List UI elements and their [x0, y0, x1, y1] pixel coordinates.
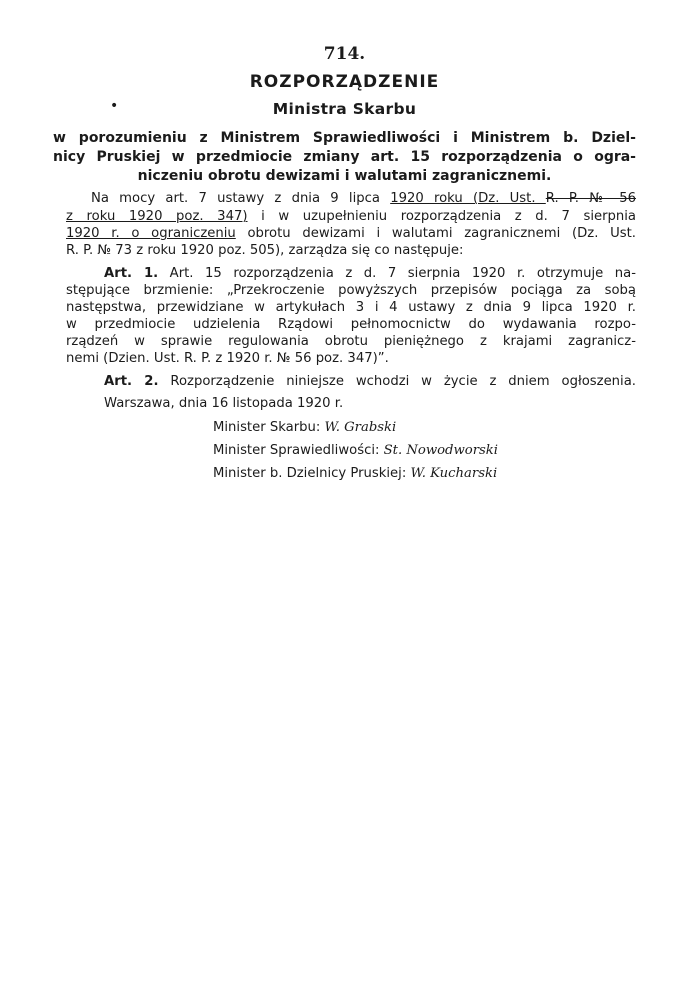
preamble-line — [91, 191, 636, 206]
signature-role: Minister Sprawiedliwości: — [213, 443, 384, 458]
signature-role: Minister b. Dzielnicy Pruskiej: — [213, 466, 411, 481]
underlined-reference: 1920 r. o ograniczeniu — [66, 226, 236, 241]
signature-name: St. Nowodworski — [383, 443, 498, 458]
underlined-reference: 1920 roku (Dz. Ust. — [390, 191, 546, 206]
preamble-text: obrotu dewizami i walutami zagranicznemi (Dz. Ust. — [235, 226, 636, 241]
underlined-reference: z roku 1920 poz. 347) — [66, 209, 248, 224]
signature-name: W. Kucharski — [410, 466, 498, 481]
article-2 — [104, 374, 636, 389]
margin-marker: • — [110, 98, 119, 114]
signature-line — [213, 466, 497, 481]
article-1-label: Art. 1. — [104, 266, 159, 281]
signature-line — [213, 420, 396, 435]
signature-line — [213, 443, 498, 458]
preamble-text: Na mocy art. 7 ustawy z dnia 9 lipca — [91, 191, 391, 206]
description-line: w porozumieniu z Ministrem Sprawiedliwości i Ministrem b. Dziel- — [53, 130, 636, 146]
preamble-line: R. P. № 73 z roku 1920 poz. 505), zarządza się co następuje: — [66, 243, 464, 258]
ordinance-subtitle: Ministra Skarbu — [272, 100, 417, 118]
ordinance-number: 714. — [323, 44, 366, 64]
article-1-line: nemi (Dzien. Ust. R. P. z 1920 r. № 56 poz. 347)”. — [66, 351, 389, 366]
date-line: Warszawa, dnia 16 listopada 1920 r. — [104, 396, 344, 411]
preamble-text: i w uzupełnieniu rozporządzenia z d. 7 sierpnia — [247, 209, 636, 224]
article-1-text: Art. 15 rozporządzenia z d. 7 sierpnia 1920 r. otrzymuje na- — [169, 266, 636, 281]
article-2-text: Rozporządzenie niniejsze wchodzi w życie z dniem ogłoszenia. — [170, 374, 636, 389]
article-1-line: w przedmiocie udzielenia Rządowi pełnomocnictw do wydawania rozpo- — [66, 317, 636, 332]
preamble-line — [66, 209, 636, 224]
preamble-line — [66, 226, 636, 241]
article-1-first-line — [104, 266, 636, 281]
struck-reference: R. P. № 56 — [545, 191, 636, 206]
signature-name: W. Grabski — [324, 420, 397, 435]
description-line: nicy Pruskiej w przedmiocie zmiany art. 15 rozporządzenia o ogra- — [53, 149, 636, 165]
article-2-label: Art. 2. — [104, 374, 159, 389]
article-1-line: następstwa, przewidziane w artykułach 3 i 4 ustawy z dnia 9 lipca 1920 r. — [66, 300, 636, 315]
ordinance-title: ROZPORZĄDZENIE — [249, 72, 440, 92]
article-1-line: stępujące brzmienie: „Przekroczenie powyższych przepisów pociąga za sobą — [66, 283, 636, 298]
description-line: niczeniu obrotu dewizami i walutami zagranicznemi. — [137, 168, 552, 184]
signature-role: Minister Skarbu: — [213, 420, 325, 435]
article-1-line: rządzeń w sprawie regulowania obrotu pieniężnego z krajami zagranicz- — [66, 334, 636, 349]
